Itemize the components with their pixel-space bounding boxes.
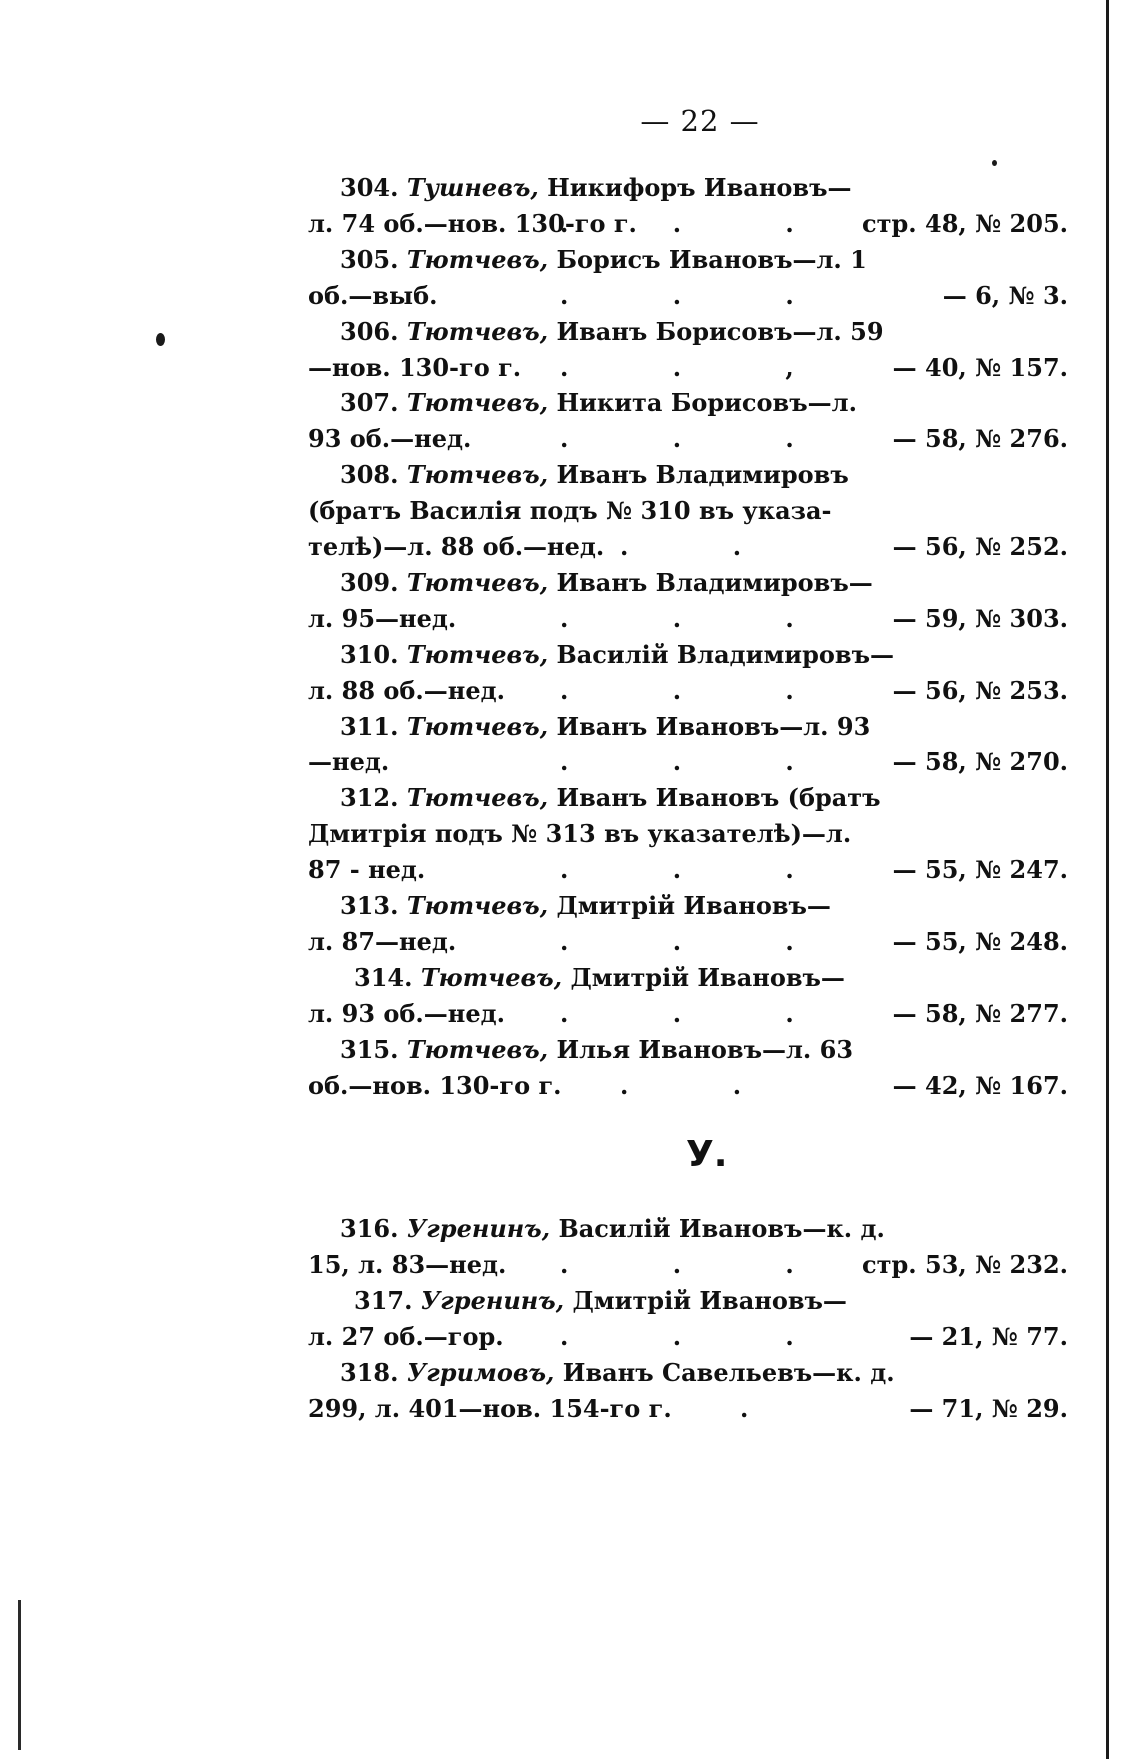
entry-number: 305. [340,244,407,274]
entry-number: 310. [340,639,407,669]
page-reference: — 6, № 3. [942,280,1068,310]
page-reference: — 55, № 247. [892,855,1068,885]
entry-line [308,348,1068,388]
entry-given-names: Дмитрій Ивановъ— [562,962,845,992]
ink-speck [156,333,165,346]
entry-heading [308,1209,885,1249]
entry-line [308,276,1068,316]
entry-line [308,1209,1068,1249]
entry-number: 309. [340,567,407,597]
entry-line [308,204,1068,244]
entry-text: —нов. 130-го г. [308,352,522,382]
entry-number: 316. [340,1214,407,1244]
page-reference: — 40, № 157. [892,352,1068,382]
leader-dots: . . . [560,747,842,777]
entry-text: л. 87—нед. [308,926,457,956]
page-reference: — 56, № 253. [892,675,1068,705]
entry-surname: Тютчевъ, [420,962,563,992]
entry-line [308,922,1068,962]
leader-dots: . . [620,1070,790,1100]
leader-dots: . . . [560,1322,842,1352]
page-reference: — 59, № 303. [892,603,1068,633]
entry-heading [308,958,845,998]
page-reference: — 42, № 167. [892,1070,1068,1100]
leader-dots: . . . [560,1250,842,1280]
binding-edge-rule [18,1600,21,1750]
entry-heading [308,1030,853,1070]
entry-text: 299, л. 401—нов. 154-го г. [308,1393,672,1423]
entry-number: 313. [340,891,407,920]
entry-number: 312. [340,783,407,813]
entry-given-names: Никифоръ Ивановъ— [538,173,852,202]
leader-dots: . [740,1393,797,1423]
entry-heading [308,778,881,818]
entry-surname: Тушневъ, [406,173,539,202]
page-reference: стр. 48, № 205. [862,208,1068,238]
entry-text: об.—нов. 130-го г. [308,1070,562,1100]
entry-number: 314. [354,962,421,992]
entry-given-names: Дмитрій Ивановъ— [564,1286,847,1316]
entry-surname: Тютчевъ, [406,783,549,813]
entry-given-names: Василій Ивановъ—к. д. [550,1214,885,1244]
entry-number: 308. [340,460,407,490]
entry-given-names: Никита Борисовъ—л. [548,388,857,418]
page-edge-rule [1106,0,1109,1759]
entry-heading [308,240,867,280]
leader-dots: . . . [560,926,842,956]
entry-surname: Тютчевъ, [406,460,549,490]
leader-dots: . . [620,532,790,561]
page-reference: — 21, № 77. [909,1322,1068,1352]
entry-surname: Угримовъ, [406,1358,555,1387]
entry-surname: Тютчевъ, [406,388,549,418]
page-reference: — 58, № 276. [892,424,1068,454]
entry-line [308,886,1068,926]
entry-number: 304. [340,173,407,202]
entry-given-names: Борисъ Ивановъ—л. 1 [548,244,867,274]
entry-text: л. 27 об.—гор. [308,1322,504,1352]
entry-heading [308,886,831,926]
entry-given-names: Иванъ Савельевъ—к. д. [554,1358,895,1387]
entry-surname: Тютчевъ, [406,639,549,669]
entry-line [308,1281,1068,1321]
entry-line [308,312,1068,352]
entry-surname: Тютчевъ, [406,567,549,597]
ink-speck [992,160,997,166]
entry-text: Дмитрія подъ № 313 въ указателѣ)—л. [308,819,852,849]
entry-text: л. 74 об.—нов. 130-го г. [308,208,637,238]
entry-line [308,383,1068,423]
page-reference: — 58, № 277. [892,998,1068,1028]
entry-heading [308,635,894,675]
entry-line [308,958,1068,998]
entry-text: л. 93 об.—нед. [308,998,505,1028]
entry-heading [308,563,873,603]
entry-surname: Угренинъ, [406,1214,551,1244]
page-reference: — 58, № 270. [892,747,1068,777]
entry-text: телѣ)—л. 88 об.—нед. [308,532,605,561]
entry-heading [308,1281,847,1321]
leader-dots: . . . [560,603,842,633]
leader-dots: . . . [560,855,842,885]
page-reference: — 56, № 252. [892,532,1068,561]
entry-line [308,1353,1068,1393]
entry-text: 93 об.—нед. [308,424,472,454]
entry-given-names: Василій Владимировъ— [548,639,894,669]
section-letter: У. [686,1134,728,1175]
leader-dots: . . . [560,998,842,1028]
entry-surname: Тютчевъ, [406,244,549,274]
entry-line [308,168,1068,208]
entry-line [308,707,1068,747]
entry-text: 15, л. 83—нед. [308,1250,507,1280]
entry-given-names: Иванъ Владимировъ— [548,567,873,597]
leader-dots: . . . [560,424,842,454]
entry-line [308,491,1068,531]
entry-given-names: Иванъ Владимировъ [548,460,849,490]
entry-text: л. 88 об.—нед. [308,675,505,705]
entry-heading [308,1353,895,1393]
entry-surname: Тютчевъ, [406,316,549,346]
entry-line [308,1389,1068,1429]
entry-surname: Угренинъ, [420,1286,565,1316]
entry-number: 311. [340,711,407,741]
entry-number: 307. [340,388,407,418]
entry-line [308,563,1068,603]
entry-given-names: Иванъ Ивановъ (братъ [548,783,881,813]
entry-line [308,1317,1068,1357]
entry-line [308,994,1068,1034]
entry-number: 318. [340,1358,407,1387]
entry-line [308,1245,1068,1285]
leader-dots: . . . [560,280,842,310]
entry-line [308,671,1068,711]
entry-given-names: Иванъ Борисовъ—л. 59 [548,316,884,346]
entry-number: 315. [340,1034,407,1064]
leader-dots: . . . [560,675,842,705]
entry-text: (братъ Василія подъ № 310 въ указа- [308,496,832,526]
page-reference: стр. 53, № 232. [862,1250,1068,1280]
entry-line [308,1030,1068,1070]
entry-text: —нед. [308,747,390,777]
entry-line [308,635,1068,675]
entry-surname: Тютчевъ, [406,891,549,920]
entry-number: 317. [354,1286,421,1316]
entry-surname: Тютчевъ, [406,1034,549,1064]
entry-text: л. 95—нед. [308,603,457,633]
entry-line [308,742,1068,782]
entry-line [308,778,1068,818]
entry-heading [308,707,870,747]
entry-line [308,599,1068,639]
page-reference: — 55, № 248. [892,926,1068,956]
entry-line [308,814,1068,854]
entry-line [308,240,1068,280]
entry-line [308,850,1068,890]
entry-line [308,527,1068,567]
entry-number: 306. [340,316,407,346]
entry-given-names: Дмитрій Ивановъ— [548,891,831,920]
entry-given-names: Иванъ Ивановъ—л. 93 [548,711,871,741]
entry-line [308,419,1068,459]
entry-heading [308,383,857,423]
leader-dots: . . . [560,208,842,238]
entry-text: об.—выб. [308,280,438,310]
page-reference: — 71, № 29. [909,1393,1068,1423]
entry-heading [308,168,852,208]
leader-dots: . . , [560,352,842,382]
entry-heading [308,455,849,495]
entry-heading [308,312,884,352]
entry-surname: Тютчевъ, [406,711,549,741]
page-number: — 22 — [640,104,760,138]
entry-line [308,455,1068,495]
entry-text: 87 - нед. [308,855,426,885]
entry-line [308,1066,1068,1106]
entry-given-names: Илья Ивановъ—л. 63 [548,1034,854,1064]
